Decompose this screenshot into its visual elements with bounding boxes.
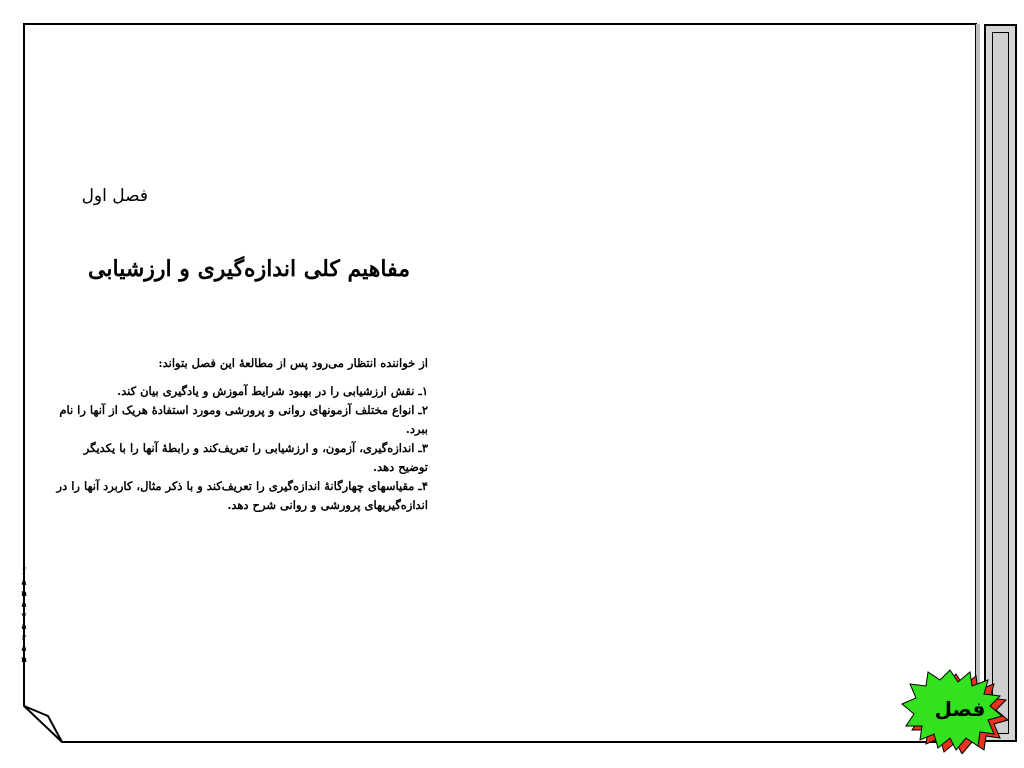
watermark-letter: n	[21, 654, 27, 664]
content-block	[52, 356, 428, 515]
watermark-letter: a	[21, 643, 27, 653]
objectives-list	[52, 382, 428, 515]
chapter-title: مفاهیم کلی اندازه‌گیری و ارزشیابی	[88, 256, 410, 282]
intro-text: از خواننده انتظار می‌رود پس از مطالعهٔ این فصل بتواند:	[158, 356, 428, 370]
watermark-letter: a	[21, 577, 27, 587]
watermark-letter: r	[21, 632, 27, 642]
list-item: ۲ـ انواع مختلف آزمونهای روانی و پرورشی ومورد استفادهٔ هریک از آنها را نام ببرد.	[59, 403, 428, 436]
list-item: ۳ـ اندازه‌گیری، آزمون، و ارزشیابی را تعریف‌کند و رابطهٔ آنها را با یکدیگر توضیح دهد.	[83, 441, 428, 474]
watermark-letter: a	[21, 599, 27, 609]
side-panel-inner	[992, 32, 1009, 734]
chapter-badge-button[interactable]	[900, 668, 1010, 754]
watermark-letter: n	[21, 588, 27, 598]
watermark-vertical	[19, 566, 29, 665]
chapter-number: فصل اول	[81, 186, 148, 206]
side-panel	[984, 24, 1017, 742]
watermark-letter: a	[21, 621, 27, 631]
list-item: ۴ـ مقیاسهای چهارگانهٔ اندازه‌گیری را تعریف‌کند و با ذکر مثال، کاربرد آنها را در اندازه‌گیریهای پرورشی و روانی شرح دهد.	[56, 479, 428, 512]
watermark-letter: f	[22, 566, 26, 576]
badge-label: فصل	[934, 697, 986, 721]
list-item: ۱ـ نقش ارزشیابی را در بهبود شرایط آموزش و یادگیری بیان کند.	[117, 384, 428, 398]
watermark-letter: v	[21, 610, 27, 620]
